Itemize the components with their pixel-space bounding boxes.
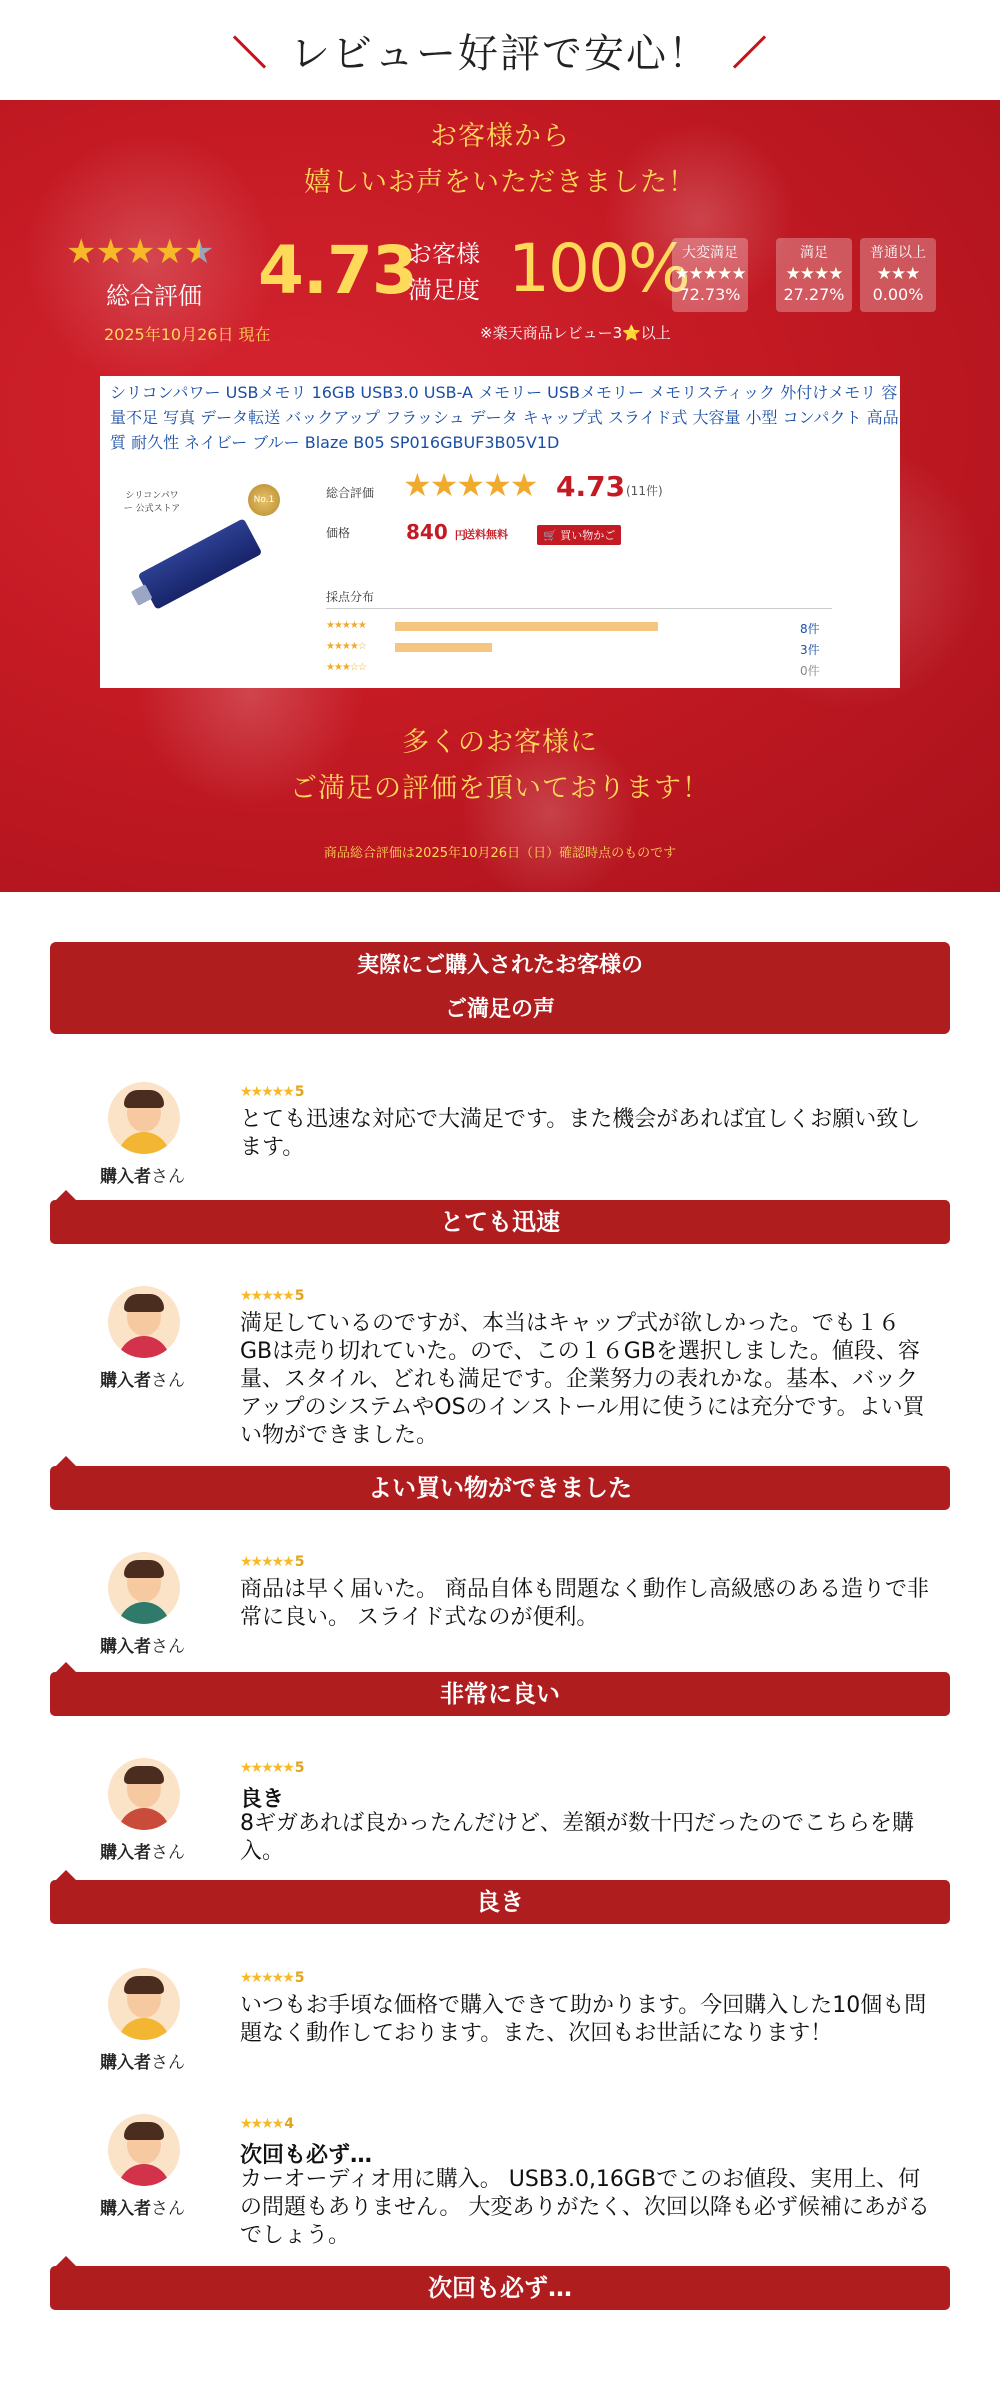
- buyer-label: 購入者: [100, 1371, 151, 1391]
- buyer-name: [100, 1366, 185, 1391]
- buyer-suffix: さん: [151, 1637, 185, 1657]
- distribution-count[interactable]: 8件: [800, 622, 820, 636]
- review-title: 良き: [240, 1787, 285, 1812]
- price-value: [406, 520, 466, 544]
- satisfaction-percent: 100%: [508, 230, 689, 307]
- distribution-stars: ★★★☆☆: [326, 662, 366, 673]
- buyer-name: [100, 2048, 185, 2073]
- review-body: とても迅速な対応で大満足です。また機会があれば宜しくお願い致します。: [240, 1107, 921, 1160]
- review-star-icons: ★★★★: [240, 2116, 283, 2132]
- review-stars: [240, 1970, 305, 1986]
- section-header: [0, 0, 1000, 100]
- banner-headline-line2: 嬉しいお声をいただきました！: [304, 167, 696, 198]
- overall-label: 総合評価: [106, 282, 202, 310]
- distribution-count: 0件: [800, 664, 820, 678]
- banner-closing-line1: 多くのお客様に: [402, 727, 598, 758]
- ratio-box-very-satisfied: [672, 238, 748, 312]
- buyer-label: 購入者: [100, 2053, 151, 2073]
- decorative-slash-left: [233, 35, 266, 68]
- review-score: 5: [294, 1288, 305, 1304]
- review-stars: [240, 1288, 305, 1304]
- review-summary-bar: 次回も必ず…: [50, 2266, 950, 2310]
- review-body: 商品は早く届いた。 商品自体も問題なく動作し高級感のある造りで非常に良い。 スライド式なのが便利。: [240, 1577, 929, 1630]
- distribution-row: [326, 662, 846, 676]
- ratio-box-stars: ★★★★: [785, 264, 843, 284]
- review-stars: [240, 1760, 305, 1776]
- review-body: 満足しているのですが、本当はキャップ式が欲しかった。でも１６GBは売り切れていた。ので、この１６GBを選択しました。値段、容量、スタイル、どれも満足です。企業努力の表れかな。基本、バックアップのシステムやOSのインストール用に使うには充分です。よい買い物ができました。: [240, 1311, 925, 1448]
- buyer-name: [100, 1162, 185, 1187]
- review-count[interactable]: (11件): [626, 484, 663, 498]
- buyer-label: 購入者: [100, 1167, 151, 1187]
- ratio-box-label: 普通以上: [870, 245, 926, 261]
- product-card: [100, 376, 900, 688]
- ratio-box-label: 満足: [800, 245, 828, 261]
- ratio-box-percent: 0.00%: [872, 285, 924, 304]
- review-stars: [240, 1554, 305, 1570]
- ratio-box-stars: ★★★: [876, 264, 920, 284]
- avatar: [108, 1082, 180, 1154]
- review-score: 5: [294, 1554, 305, 1570]
- ratio-box-percent: 27.27%: [783, 285, 845, 304]
- distribution-stars: ★★★★☆: [326, 641, 366, 652]
- review-star-icons: ★★★★★: [240, 1288, 293, 1304]
- avatar: [108, 1552, 180, 1624]
- review-score: 5: [294, 1970, 305, 1986]
- buyer-name: [100, 1838, 185, 1863]
- buyer-suffix: さん: [151, 1167, 185, 1187]
- rating-banner: [0, 100, 1000, 892]
- review-star-icons: ★★★★★: [240, 1760, 293, 1776]
- review-body: カーオーディオ用に購入。 USB3.0,16GBでこのお値段、実用上、何の問題もありません。 大変ありがたく、次回以降も必ず候補にあがるでしょう。: [240, 2167, 930, 2248]
- buyer-suffix: さん: [151, 1371, 185, 1391]
- review-summary-bar: とても迅速: [50, 1200, 950, 1244]
- half-star-icon: ★: [183, 232, 214, 272]
- avatar: [108, 1968, 180, 2040]
- review-stars: [240, 1084, 305, 1100]
- review-score: 5: [294, 1760, 305, 1776]
- reviews-section-title: [50, 942, 950, 1034]
- review-summary-bar: よい買い物ができました: [50, 1466, 950, 1510]
- buyer-label: 購入者: [100, 1843, 151, 1863]
- decorative-slash-right: [733, 35, 766, 68]
- review-body: 8ギガあれば良かったんだけど、差額が数十円だったのでこちらを購入。: [240, 1811, 914, 1864]
- distribution-bar: [395, 622, 658, 631]
- as-of-date: 2025年10月26日 現在: [104, 325, 271, 344]
- overall-score: 4.73: [258, 232, 417, 309]
- review-score: 5: [294, 1084, 305, 1100]
- review-star-icons: ★★★★★: [240, 1970, 293, 1986]
- review-body: いつもお手頃な価格で購入できて助かります。今回購入した10個も問題なく動作しております。また、次回もお世話になります！: [240, 1993, 927, 2046]
- satisfaction-label-line1: お客様: [408, 240, 480, 268]
- usb-drive-image: [138, 518, 263, 610]
- buyer-suffix: さん: [151, 2053, 185, 2073]
- buyer-label: 購入者: [100, 1637, 151, 1657]
- avatar: [108, 2114, 180, 2186]
- review-star-icons: ★★★★★: [240, 1554, 293, 1570]
- buyer-label: 購入者: [100, 2199, 151, 2219]
- buyer-name: [100, 1632, 185, 1657]
- distribution-label: 採点分布: [326, 590, 375, 604]
- ratio-box-satisfied: [776, 238, 852, 312]
- review-title: 次回も必ず…: [240, 2143, 373, 2168]
- satisfaction-label: [408, 236, 480, 308]
- shipping-free: 送料無料: [464, 528, 508, 541]
- distribution-row: [326, 641, 846, 655]
- distribution-row: [326, 620, 846, 634]
- cart-button[interactable]: 🛒 買い物かご: [537, 525, 621, 545]
- rating-label: 総合評価: [326, 486, 375, 500]
- review-score: 4: [284, 2116, 294, 2132]
- page-title: レビュー好評で安心！: [290, 30, 710, 77]
- price-unit: 円: [454, 529, 466, 542]
- overall-stars: ★★★★★: [66, 232, 214, 272]
- distribution-stars: ★★★★★: [326, 620, 366, 631]
- distribution-count[interactable]: 3件: [800, 643, 820, 657]
- banner-headline-line1: お客様から: [430, 121, 570, 152]
- medal-icon: No.1: [248, 484, 280, 516]
- reviews-title-line1: 実際にご購入されたお客様の: [356, 953, 643, 978]
- satisfaction-note: ※楽天商品レビュー3⭐以上: [480, 324, 671, 342]
- ratio-box-label: 大変満足: [682, 245, 738, 261]
- banner-headline: [0, 114, 1000, 206]
- buyer-suffix: さん: [151, 2199, 185, 2219]
- store-logo: シリコンパワー 公式ストア: [123, 491, 181, 514]
- review-star-icons: ★★★★★: [240, 1084, 293, 1100]
- buyer-name: [100, 2194, 185, 2219]
- buyer-suffix: さん: [151, 1843, 185, 1863]
- banner-footnote: 商品総合評価は2025年10月26日（日）確認時点のものです: [323, 846, 677, 861]
- review-summary-bar: 良き: [50, 1880, 950, 1924]
- ratio-box-percent: 72.73%: [679, 285, 741, 304]
- ratio-box-average: [860, 238, 936, 312]
- avatar: [108, 1758, 180, 1830]
- review-stars: [240, 2116, 294, 2132]
- divider: [326, 608, 832, 609]
- satisfaction-label-line2: 満足度: [408, 276, 480, 304]
- price-label: 価格: [326, 526, 351, 540]
- rating-stars: ★★★★★: [403, 466, 537, 504]
- reviews-title-line2: ご満足の声: [444, 997, 555, 1022]
- avatar: [108, 1286, 180, 1358]
- review-summary-bar: 非常に良い: [50, 1672, 950, 1716]
- price-amount: 840: [406, 520, 448, 544]
- product-title[interactable]: シリコンパワー USBメモリ 16GB USB3.0 USB-A メモリー USBメモリー メモリスティック 外付けメモリ 容量不足 写真 データ転送 バックアップ フラッシュ データ キャップ式 スライド式 大容量 小型 コンパクト 高品質 耐久性 ネイビー ブルー Blaze B05 SP016GBUF3B05V1D: [110, 383, 899, 452]
- distribution-bar: [395, 643, 492, 652]
- ratio-box-stars: ★★★★★: [674, 264, 746, 284]
- banner-closing: [0, 720, 1000, 812]
- banner-closing-line2: ご満足の評価を頂いております！: [290, 773, 710, 804]
- rating-score: 4.73: [556, 470, 626, 503]
